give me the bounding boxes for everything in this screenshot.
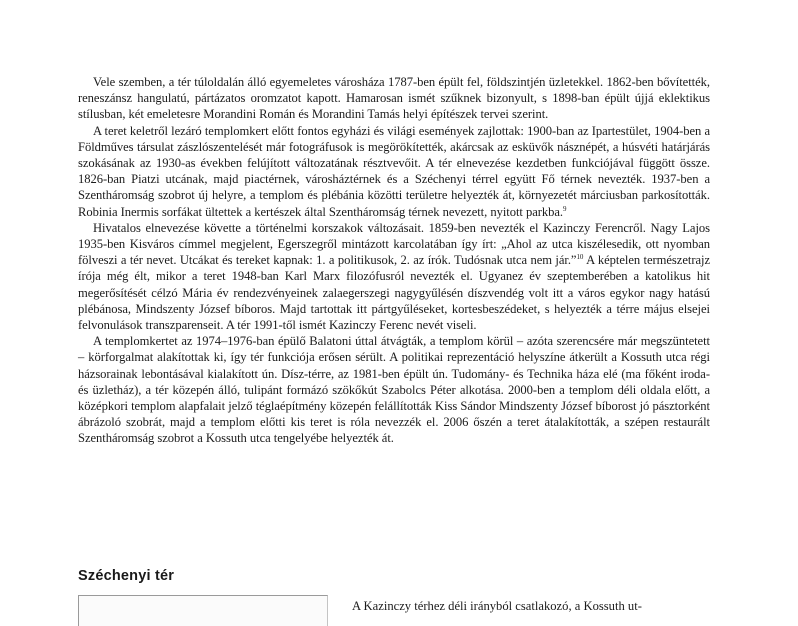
paragraph-3-text: Hivatalos elnevezése követte a történelmi korszakok változásait. 1859-ben nevezték el Kazinczy Ferencről. Nagy Lajos 1935-ben Kisváros címmel megjelent, Egerszegről mintázott karcolatában így írt: „Ahol az utca kiszélesedik, ott nyomban fölveszi a tér nevet. Utcákat és tereket kapnak: 1. a politikusok, 2. az írók. Tudósnak utca nem jár.” <box>78 220 710 268</box>
paragraph-2 <box>78 123 710 220</box>
paragraph-3-text-after: A képtelen természetrajz írója még élt, mikor a teret 1948-ban Karl Marx filozófusról nevezték el. Ugyanez év szeptemberében a katolikus hit megerősítését célzó Mária év rendezvényeinek zalaegerszegi nagygyűlésén díszvendég volt itt a város egykor nagy hatású plébánosa, Mindszenty József bíboros. Majd tartottak itt pártgyűléseket, kortesbeszédeket, s helyezték a térre május elsejei felvonulások transzparenseit. A tér 1991-től ismét Kazinczy Ferenc nevét viseli. <box>78 253 710 333</box>
section-title: Széchenyi tér <box>78 568 175 584</box>
paragraph-2-text: A teret keletről lezáró templomkert előtt fontos egyházi és világi események zajlottak: 1900-ban az Ipartestület, 1904-ben a Földműves társulat zászlószentelését már fotográfusok is megörökítették, akárcsak az esküvők násznépét, a húsvéti határjárás szokásának az 1930-as években felújított változatának résztvevőit. A tér elnevezése kezdetben funkciójával függött össze. 1826-ban Piatzi utcának, majd piactérnek, városháztérnek és a Széchenyi térrel együtt Fő térnek nevezték. 1937-ben a Szentháromság szobrot új helyre, a templom és plébánia közötti területre helyezték át, környezetét márciusban parkosították. Robinia Inermis sorfákat ültettek a kertészek által Szentháromság térnek nevezett, nyitott parkba. <box>78 123 710 219</box>
paragraph-1-text: Vele szemben, a tér túloldalán álló egyemeletes városháza 1787-ben épült fel, földszintjén üzletekkel. 1862-ben bővítették, reneszánsz hangulatú, pártázatos oromzatot kapott. Hamarosan ismét szűknek bizonyult, s 1898-ban épült újjá eklektikus stílusban, két emeletesre Morandini Román és Morandini Tamás helyi építészek tervei szerint. <box>78 75 710 122</box>
paragraph-3 <box>78 220 710 333</box>
footnote-ref-10: 10 <box>576 253 584 262</box>
paragraph-1 <box>78 74 710 123</box>
footnote-ref-9: 9 <box>563 204 567 213</box>
paragraph-4-text: A templomkertet az 1974–1976-ban épülő Balatoni úttal átvágták, a templom körül – azóta szerencsére már megszüntetett – körforgalmat alakítottak ki, így tér funkciója erősen sérült. A politikai reprezentáció helyszíne átkerült a Kossuth utca régi házsorainak lebontásával kialakított ún. Dísz-térre, az 1981-ben épült ún. Tudomány- és Technika háza elé (ma főként iroda- és üzletház), a tér közepén álló, tulipánt formázó szökőkút Szabolcs Péter alkotása. 2000-ben a templom déli oldala előtt, a középkori templom alapfalait jelző téglaépítmény közepén felállították Kiss Sándor Mindszenty József bíborost jó pásztorként ábrázoló szobrát, majd a templom előtti kis teret is róla nevezzék el. 2006 őszén a teret átalakították, a szépen restaurált Szentháromság szobrot a Kossuth utca tengelyébe helyezték át. <box>78 334 710 446</box>
figure-frame <box>78 595 328 626</box>
paragraph-4 <box>78 333 710 446</box>
body-text <box>78 74 710 447</box>
next-column-text: A Kazinczy térhez déli irányból csatlakozó, a Kossuth ut- <box>352 599 642 613</box>
